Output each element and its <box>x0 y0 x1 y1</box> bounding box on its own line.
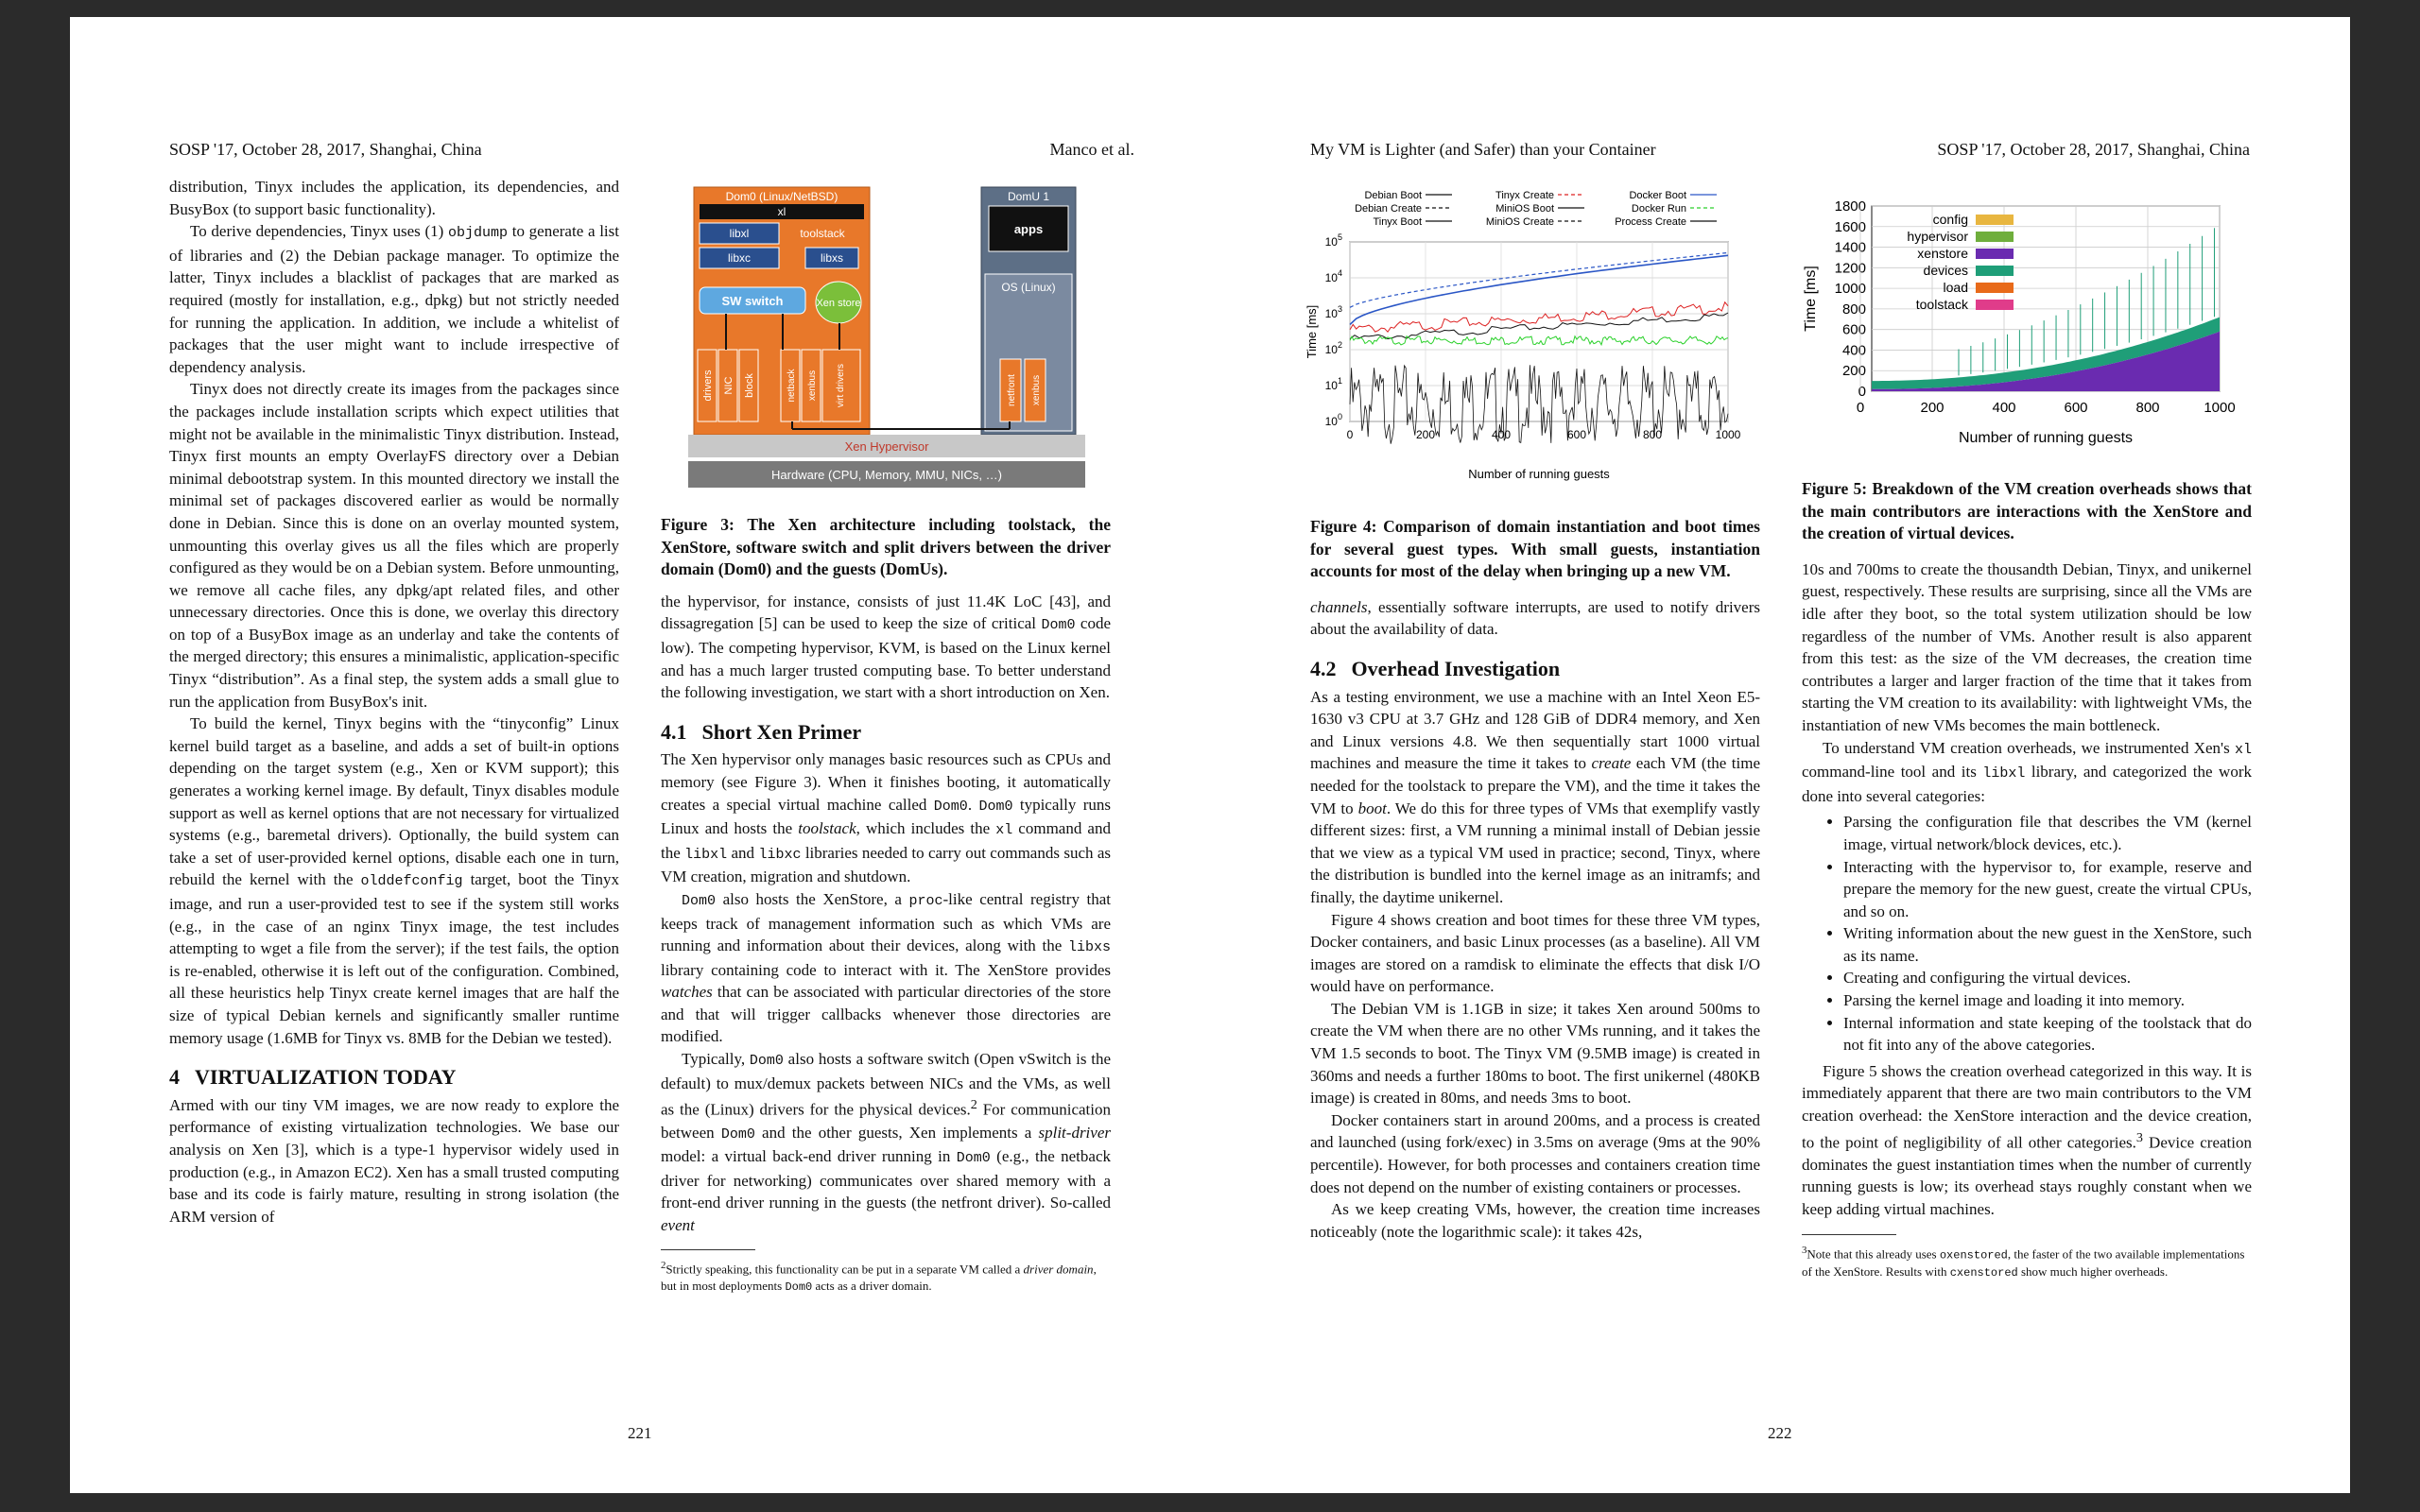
figure-5-legend-swatch <box>1976 249 2014 259</box>
figure-5-legend-swatch <box>1976 215 2014 225</box>
figure-4-ylabel: Time [ms] <box>1305 304 1319 359</box>
figure-4-series-docker-run <box>1350 336 1728 345</box>
list-item: • Writing information about the new guest in the XenStore, such as its name. <box>1843 922 2252 967</box>
figure-5-ytick-label: 600 <box>1841 321 1866 338</box>
figure-5-ytick-label: 200 <box>1841 363 1866 380</box>
figure-5-legend-swatch <box>1976 300 2014 310</box>
figure-5-legend-swatch <box>1976 266 2014 276</box>
hardware-label: Hardware (CPU, Memory, MMU, NICs, …) <box>771 468 1002 482</box>
apps-label: apps <box>1013 222 1044 236</box>
figure-4-series-debian-create <box>1350 255 1728 324</box>
paragraph: Dom0 also hosts the XenStore, a proc-like central registry that keeps track of management information such as which VMs are running and information about their devices, along with the libxs library containing code to interact with it. The XenStore provides watches that can be associated with particular directories of the store and that will trigger callbacks whenever those directories are modified. <box>661 889 1111 1046</box>
figure-4-ytick-label: $10^0$ <box>1324 412 1342 428</box>
page-number-left: 221 <box>628 1424 652 1442</box>
figure-4-ytick-label: $10^5$ <box>1324 232 1342 249</box>
left-header-venue: SOSP '17, October 28, 2017, Shanghai, China <box>169 140 482 159</box>
os-label: OS (Linux) <box>1001 281 1056 294</box>
paragraph: the hypervisor, for instance, consists of just 11.4K LoC [43], and dissagregation [5] can be used to keep the size of critical Dom0 code low). The competing hypervisor, KVM, is based on the Linux kernel and has a much larger trusted computing base. To better understand the following investigation, we start with a short introduction on Xen. <box>661 592 1111 702</box>
right-header-title: My VM is Lighter (and Safer) than your Container <box>1310 140 1656 159</box>
figure-4-ytick-label: $10^2$ <box>1324 340 1342 356</box>
paragraph: distribution, Tinyx includes the application, its dependencies, and BusyBox (to support basic functionality). <box>169 178 619 218</box>
xenbus-front-label: xenbus <box>1031 374 1042 406</box>
xenbus-back-label: xenbus <box>807 369 818 402</box>
figure-4-series-process-create <box>1350 365 1728 443</box>
figure-5-xtick-label: 0 <box>1856 400 1865 416</box>
figure-5-xlabel: Number of running guests <box>1958 430 2134 446</box>
paragraph: As we keep creating VMs, however, the creation time increases noticeably (note the logarithmic scale): it takes 42s, <box>1310 1200 1760 1241</box>
xen-store-label: Xen store <box>816 298 861 309</box>
right-column-2 <box>1802 471 2252 1281</box>
figure-5-ytick-label: 1800 <box>1834 198 1866 215</box>
figure-5-caption: Figure 5: Breakdown of the VM creation overheads shows that the main contributors are interactions with the XenStore and the creation of virtual devices. <box>1802 479 2252 543</box>
footnote-3: $^3$Note that this already uses oxenstored, the faster of the two available implementations of the XenStore. Results with cxenstored show much higher overheads. <box>1802 1244 2245 1280</box>
figure-5-xtick-label: 200 <box>1920 400 1945 416</box>
figure-5-ylabel: Time [ms] <box>1803 266 1819 332</box>
libxc-label: libxc <box>727 251 752 265</box>
figure-4-series-debian-boot <box>1350 252 1728 307</box>
figure-4-legend-label: Debian Create <box>1355 203 1422 215</box>
netback-label: netback <box>786 369 797 403</box>
paragraph: The Debian VM is 1.1GB in size; it takes Xen around 500ms to create the VM when there are no other VMs running, and it takes the VM 1.5 seconds to boot. The Tinyx VM (9.5MB image) is created in 360ms and needs a further 180ms to boot. The first unikernel (480KB image) is created in 80ms, and needs 3ms to boot. <box>1310 999 1760 1108</box>
list-item: • Parsing the configuration file that describes the VM (kernel image, virtual network/block devices, etc.). <box>1843 811 2252 855</box>
right-page <box>1210 17 2350 1493</box>
figure-4-legend-label: MiniOS Boot <box>1495 203 1554 215</box>
toolstack-label: toolstack <box>800 227 845 240</box>
list-item: • Internal information and state keeping of the toolstack that do not fit into any of the above categories. <box>1843 1012 2252 1057</box>
figure-4-xtick-label: 200 <box>1415 428 1436 441</box>
figure-4-xlabel: Number of running guests <box>1468 467 1610 481</box>
paragraph: Tinyx does not directly create its images from the packages since the packages include installation scripts which expect utilities that might not be available in the minimalistic Tinyx distribution. Instead, Tinyx first mounts an empty OverlayFS directory over a Debian minimal debootstrap system. In this mounted directory we install the minimal set of packages discovered earlier as would be normally done in Debian. Since this is done on an overlay mounted system, unmounting this overlay gives us all the files which are properly configured as they would be on a Debian system. Before unmounting, we remove all cache files, any dpkg/apt related files, and other unnecessary directories. Once this is done, we overlay this directory on top of a BusyBox image as an underlay and take the contents of the merged directory; this ensures a minimalistic, application-specific Tinyx “distribution”. As a final step, the system adds a small glue to run the application from BusyBox's init. <box>169 380 619 711</box>
figure-5-legend-label: hypervisor <box>1907 229 1968 244</box>
dom0-label: Dom0 (Linux/NetBSD) <box>725 190 838 203</box>
list-item: • Interacting with the hypervisor to, for example, reserve and prepare the memory for the new guest, create the virtual CPUs, and so on. <box>1843 856 2252 923</box>
figure-4-ytick-label: $10^4$ <box>1324 268 1342 284</box>
figure-4-xtick-label: 800 <box>1642 428 1663 441</box>
left-page <box>70 17 1210 1493</box>
figure-5-xtick-label: 600 <box>2064 400 2088 416</box>
figure-5-xtick-label: 1000 <box>2204 400 2236 416</box>
category-list <box>1802 811 2252 1057</box>
paragraph: The Xen hypervisor only manages basic resources such as CPUs and memory (see Figure 3). When it finishes booting, it automatically creates a special virtual machine called Dom0. Dom0 typically runs Linux and hosts the toolstack, which includes the xl command and the libxl and libxc libraries needed to carry out commands such as VM creation, migration and shutdown. <box>661 750 1112 886</box>
paragraph: Figure 5 shows the creation overhead categorized in this way. It is immediately apparent that there are two main contributors to the VM creation overhead: the XenStore interaction and the device creation, to the point of negligibility of all other categories.$^3$ Device creation dominates the guest instantiation times when the number of currently running guests is low; its overhead stays roughly constant when we keep adding virtual machines. <box>1802 1061 2252 1219</box>
left-column-1 <box>169 176 619 1228</box>
figure-5-chart <box>1796 187 2240 461</box>
figure-5-xtick-label: 800 <box>2135 400 2160 416</box>
list-item: • Creating and configuring the virtual devices. <box>1843 967 2252 989</box>
figure-4-xtick-label: 600 <box>1566 428 1587 441</box>
section-heading-4-1: 4.1 Short Xen Primer <box>661 719 862 744</box>
figure-5-ytick-label: 400 <box>1841 342 1866 359</box>
figure-3-xen-architecture-diagram <box>688 181 1148 499</box>
figure-5-legend-label: xenstore <box>1917 246 1968 261</box>
figure-5-ytick-label: 1000 <box>1834 281 1866 298</box>
drivers-label: drivers <box>702 369 714 402</box>
paragraph: Typically, Dom0 also hosts a software switch (Open vSwitch is the default) to mux/demux packets between NICs and the VMs, as well as the (Linux) drivers for the physical devices.$^2$ For communication between Dom0 and the other guests, Xen implements a split-driver model: a virtual back-end driver running in Dom0 (e.g., the netback driver for networking) communicates over shared memory with a front-end driver running in the guests (the netfront driver). So-called event <box>661 1050 1111 1234</box>
figure-5-legend-swatch <box>1976 283 2014 293</box>
paragraph: As a testing environment, we use a machine with an Intel Xeon E5-1630 v3 CPU at 3.7 GHz and 128 GiB of DDR4 memory, and Xen and Linux versions 4.8. We then sequentially start 1000 virtual machines and measure the time it takes to create each VM (the time needed for the toolstack to prepare the VM), and the time it takes the VM to boot. We do this for three types of VMs that exemplify vastly different sizes: first, a VM running a minimal install of Debian jessie that we view as a typical VM used in practice; second, Tinyx, where the distribution is bundled into the kernel image as an initramfs; and finally, the daytime unikernel. <box>1310 687 1760 906</box>
libxl-label: libxl <box>729 227 750 240</box>
paragraph: Armed with our tiny VM images, we are now ready to explore the performance of existing virtualization technologies. We base our analysis on Xen [3], which is a type-1 hypervisor widely used in production (e.g., in Amazon EC2). Xen has a small trusted computing base and its code is fairly mature, resulting in strong isolation (the ARM version of <box>169 1095 619 1226</box>
libxs-label: libxs <box>820 251 844 265</box>
section-heading-4-2: 4.2 Overhead Investigation <box>1310 656 1561 680</box>
figure-5-legend-label: load <box>1943 280 1968 295</box>
footnote-2: $^2$Strictly speaking, this functionality can be put in a separate VM called a driver domain, but in most deployments Dom0 acts as a driver domain. <box>661 1260 1097 1294</box>
nic-label: NIC <box>723 376 735 395</box>
block-label: block <box>744 373 755 398</box>
figure-4-legend-label: Tinyx Create <box>1495 190 1554 201</box>
figure-4-legend-label: Process Create <box>1615 216 1686 228</box>
paragraph: To build the kernel, Tinyx begins with the “tinyconfig” Linux kernel build target as a baseline, and adds a set of built-in options depending on the target system (e.g., Xen or KVM support); this generates a working kernel image. By default, Tinyx disables module support as well as kernel options that are not necessary for virtualized systems (e.g., baremetal drivers). Optionally, the build system can take a set of user-provided kernel options, disable each one in turn, rebuild the kernel with the olddefconfig target, boot the Tinyx image, and run a user-provided test to see if the system still works (e.g., in the case of an nginx Tinyx image, the test includes attempting to wget a file from the server); if the test fails, the option is re-enabled, otherwise it is left out of the configuration. Combined, all these heuristics help Tinyx create kernel images that are half the size of typical Debian kernels and significantly smaller runtime memory usage (1.6MB for Tinyx vs. 8MB for the Debian we tested). <box>169 714 620 1047</box>
domu-label: DomU 1 <box>1007 190 1050 203</box>
virt-drivers-label: virt drivers <box>836 363 846 408</box>
xl-label: xl <box>777 205 786 218</box>
figure-4-legend-label: MiniOS Create <box>1485 216 1554 228</box>
figure-4-xtick-label: 0 <box>1346 428 1354 441</box>
left-header-authors: Manco et al. <box>1049 140 1134 159</box>
figure-4-xtick-label: 400 <box>1491 428 1512 441</box>
figure-4-legend-label: Debian Boot <box>1364 190 1422 201</box>
paragraph: Docker containers start in around 200ms, and a process is created and launched (using fork/exec) in 3.5ms on average (9ms at the 90% percentile). However, for both processes and containers creation time does not depend on the number of existing containers or processes. <box>1310 1110 1760 1196</box>
figure-5-legend-label: toolstack <box>1915 297 1968 312</box>
figure-4-legend-label: Docker Boot <box>1629 190 1686 201</box>
figure-5-ytick-label: 800 <box>1841 301 1866 318</box>
paragraph: channels, essentially software interrupts, are used to notify drivers about the availability of data. <box>1310 597 1760 639</box>
figure-4-series-minios-create <box>1350 313 1728 339</box>
paragraph: To understand VM creation overheads, we instrumented Xen's xl command-line tool and its libxl library, and categorized the work done into several categories: <box>1802 738 2252 805</box>
paragraph: Figure 4 shows creation and boot times for these three VM types, Docker containers, and basic Linux processes (as a baseline). All VM images are stored on a ramdisk to eliminate the effects that disk I/O would have on performance. <box>1310 910 1760 996</box>
figure-5-xtick-label: 400 <box>1992 400 2016 416</box>
left-column-2 <box>661 507 1111 1296</box>
figure-4-caption: Figure 4: Comparison of domain instantiation and boot times for several guest types. With small guests, instantiation accounts for most of the delay when bringing up a new VM. <box>1310 517 1760 581</box>
section-heading-4: 4 VIRTUALIZATION TODAY <box>169 1065 457 1090</box>
figure-4-xtick-label: 1000 <box>1715 428 1741 441</box>
netfront-label: netfront <box>1007 374 1017 406</box>
page-number-right: 222 <box>1768 1424 1792 1442</box>
list-item: • Parsing the kernel image and loading it into memory. <box>1843 989 2252 1012</box>
right-header-venue: SOSP '17, October 28, 2017, Shanghai, China <box>1937 140 2250 159</box>
figure-5-legend-label: config <box>1932 212 1968 227</box>
paragraph: To derive dependencies, Tinyx uses (1) objdump to generate a list of libraries and (2) the Debian package manager. To optimize the latter, Tinyx includes a blacklist of packages that are marked as required (mostly for installation, e.g., dpkg) but not strictly needed for running the application. In addition, we include a whitelist of packages that the user might want to include irrespective of dependency analysis. <box>169 222 619 376</box>
figure-4-series-tinyx-create <box>1350 302 1728 332</box>
figure-3-caption: Figure 3: The Xen architecture including toolstack, the XenStore, software switch and split drivers between the driver domain (Dom0) and the guests (DomUs). <box>661 515 1111 579</box>
figure-5-ytick-label: 0 <box>1858 384 1866 400</box>
figure-5-ytick-label: 1200 <box>1834 260 1866 277</box>
paragraph: 10s and 700ms to create the thousandth Debian, Tinyx, and unikernel guest, respectively. These results are surprising, since all the VMs are idle after they boot, so the total system utilization should be low regardless of the number of VMs. Another result is also apparent from this test: as the size of the VM decreases, the creation time contributes a larger and larger fraction of the time that it takes from starting the VM creation to its availability: with lightweight VMs, the instantiation of new VMs becomes the main bottleneck. <box>1802 559 2252 734</box>
figure-4-ytick-label: $10^3$ <box>1324 304 1342 320</box>
sw-switch-label: SW switch <box>721 294 784 308</box>
figure-5-legend-swatch <box>1976 232 2014 242</box>
figure-4-chart <box>1303 183 1747 488</box>
figure-5-ytick-label: 1400 <box>1834 239 1866 256</box>
footnote-rule <box>1802 1234 1896 1235</box>
footnote-rule <box>661 1249 755 1250</box>
figure-4-legend-label: Tinyx Boot <box>1373 216 1422 228</box>
hypervisor-label: Xen Hypervisor <box>844 439 929 454</box>
figure-5-legend-label: devices <box>1923 263 1968 278</box>
right-column-1 <box>1310 508 1760 1243</box>
figure-4-ytick-label: $10^1$ <box>1324 376 1342 392</box>
figure-5-ytick-label: 1600 <box>1834 218 1866 235</box>
figure-4-legend-label: Docker Run <box>1631 203 1686 215</box>
